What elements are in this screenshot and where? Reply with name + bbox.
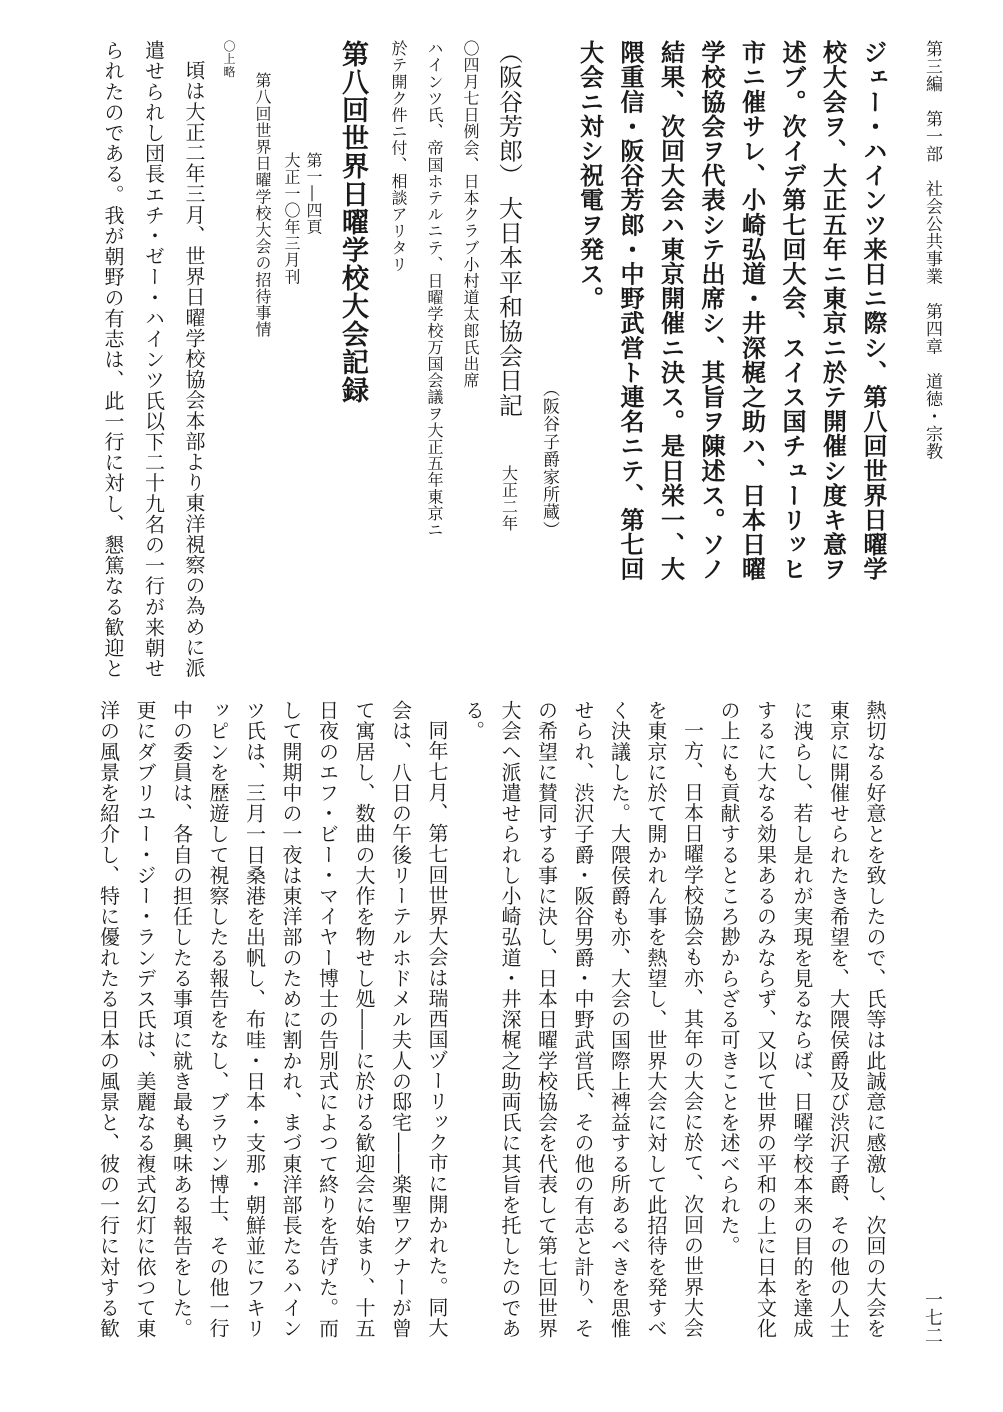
page-number — [905, 1290, 945, 1370]
text-column: 大会ニ対シ祝電ヲ発ス。 — [575, 40, 605, 311]
diary-source: （阪谷子爵家所蔵） — [539, 380, 559, 539]
text-column: ジェー・ハインツ来日ニ際シ、第八回世界日曜学 — [859, 40, 888, 582]
section-citation — [302, 40, 324, 680]
body-column: して開期中の一夜は東洋部のために割かれ、まづ東洋部長たるハイン — [279, 700, 303, 1339]
body-column: ッピンを歴遊して視察したる報告をなし、ブラウン博士、その他一行 — [206, 700, 230, 1339]
body-column: に洩らし、若し是れが実現を見るならば、日曜学校本来の目的を達成 — [790, 700, 814, 1339]
body-column: 日夜のエフ・ビー・マイヤー博士の告別式によつて終りを告げた。而 — [315, 700, 340, 1339]
body-column: 東京に開催せられたき希望を、大隈侯爵及び渋沢子爵、その他の人士 — [826, 700, 851, 1339]
body-column: せられ、渋沢子爵・阪谷男爵・中野武営氏、その他の有志と計り、そ — [571, 700, 595, 1339]
body-column: 洋の風景を紹介し、特に優れたる日本の風景と、彼の一行に対する歓 — [96, 700, 121, 1339]
text-column: 校大会ヲ、大正五年ニ東京ニ於テ開催シ度キ意ヲ — [818, 40, 848, 582]
body-column: 会は、八日の午後リーテルホドメル夫人の邸宅――楽聖ワグナーが曾 — [388, 700, 413, 1339]
body-column: を東京に於て開かれん事を熱望し、世界大会に対して此招待を発すべ — [644, 700, 668, 1339]
text-column: 隈重信・阪谷芳郎・中野武営ト連名ニテ、第七回 — [616, 40, 645, 582]
body-column: するに大なる効果あるのみならず、又以て世界の平和の上に日本文化 — [753, 700, 778, 1339]
page-number-text: 一七二 — [922, 1290, 943, 1344]
text-column: 結果、次回大会ハ東京開催ニ決ス。是日栄一、大 — [656, 40, 686, 582]
section-citation-date: 大正一〇年三月刊 — [282, 152, 301, 285]
body-column: 大会へ派遣せられし小崎弘道・井深梶之助両氏に其旨を托したのであ — [498, 700, 522, 1339]
diary-author: （阪谷芳郎） — [494, 40, 523, 188]
running-header — [905, 40, 945, 680]
subheading: 第八回世界日曜学校大会の招待事情 — [253, 72, 272, 338]
text-column: 述ブ。次イデ第七回大会、スイス国チューリッヒ — [778, 40, 807, 582]
body-column: 中の委員は、各自の担任したる事項に就き最も興味ある報告をした。 — [169, 700, 194, 1339]
section-title: 第八回世界日曜学校大会記録 — [337, 40, 368, 404]
body-column: 同年七月、第七回世界大会は瑞西国ヅーリック市に開かれた。同大 — [425, 720, 449, 1338]
diary-year: 大正二年 — [499, 465, 519, 532]
body-column: て寓居し、数曲の大作を物せし処――に於ける歓迎会に始まり、十五 — [352, 700, 376, 1339]
diary-entry-line: 〇四月七日例会、日本クラブ小村道太郎氏出席 — [461, 40, 480, 389]
diary-entry-line: ハインツ氏、帝国ホテルニテ、日曜学校万国会議ヲ大正五年東京ニ — [425, 40, 444, 538]
text-column: 市ニ催サレ、小崎弘道・井深梶之助ハ、日本日曜 — [737, 40, 767, 582]
body-column: 一方、日本日曜学校協会も亦、其年の大会に於て、次回の世界大会 — [680, 720, 705, 1338]
body-column: ツ氏は、三月一日桑港を出帆し、布哇・日本・支那・朝鮮並にフキリ — [242, 700, 267, 1339]
diary-heading — [488, 40, 529, 680]
body-column: く決議した。大隈侯爵も亦、大会の国際上裨益する所あるべきを思惟 — [607, 700, 632, 1339]
body-column: 熱切なる好意とを致したので、氏等は此誠意に感激し、次回の大会を — [863, 700, 887, 1339]
lower-text-block — [73, 700, 893, 1360]
body-column: の希望に賛同する事に決し、日本日曜学校協会を代表して第七回世界 — [534, 700, 559, 1339]
body-column: る。 — [461, 700, 486, 742]
diary-entry-line: 於テ開ク件ニ付、相談アリタリ — [389, 40, 408, 273]
body-column: の上にも貢献するところ尠からざる可きことを述べられた。 — [717, 700, 741, 1257]
section-citation-date-col — [280, 40, 302, 680]
body-column: られたのである。我が朝野の有志は、此一行に対し、懇篤なる歓迎と — [101, 40, 125, 679]
running-title: 第三編 第一部 社会公共事業 第四章 道徳・宗教 — [922, 40, 942, 460]
body-column: 遣せられし団長エチ・ゼー・ハインツ氏以下二十九名の一行が来朝せ — [141, 40, 166, 679]
section-citation-pages: 第一―四頁 — [304, 152, 323, 235]
body-column: 更にダブリユー・ジー・ランデス氏は、美麗なる複式幻灯に依つて東 — [133, 700, 157, 1339]
omission-mark: 〇上略 — [222, 40, 236, 78]
upper-text-block — [73, 40, 893, 680]
body-column: 頃は大正二年三月、世界日曜学校協会本部より東洋視察の為めに派 — [182, 60, 206, 678]
text-column: 学校協会ヲ代表シテ出席シ、其旨ヲ陳述ス。ソノ — [697, 40, 726, 582]
diary-title: 大日本平和協会日記 — [494, 195, 523, 418]
